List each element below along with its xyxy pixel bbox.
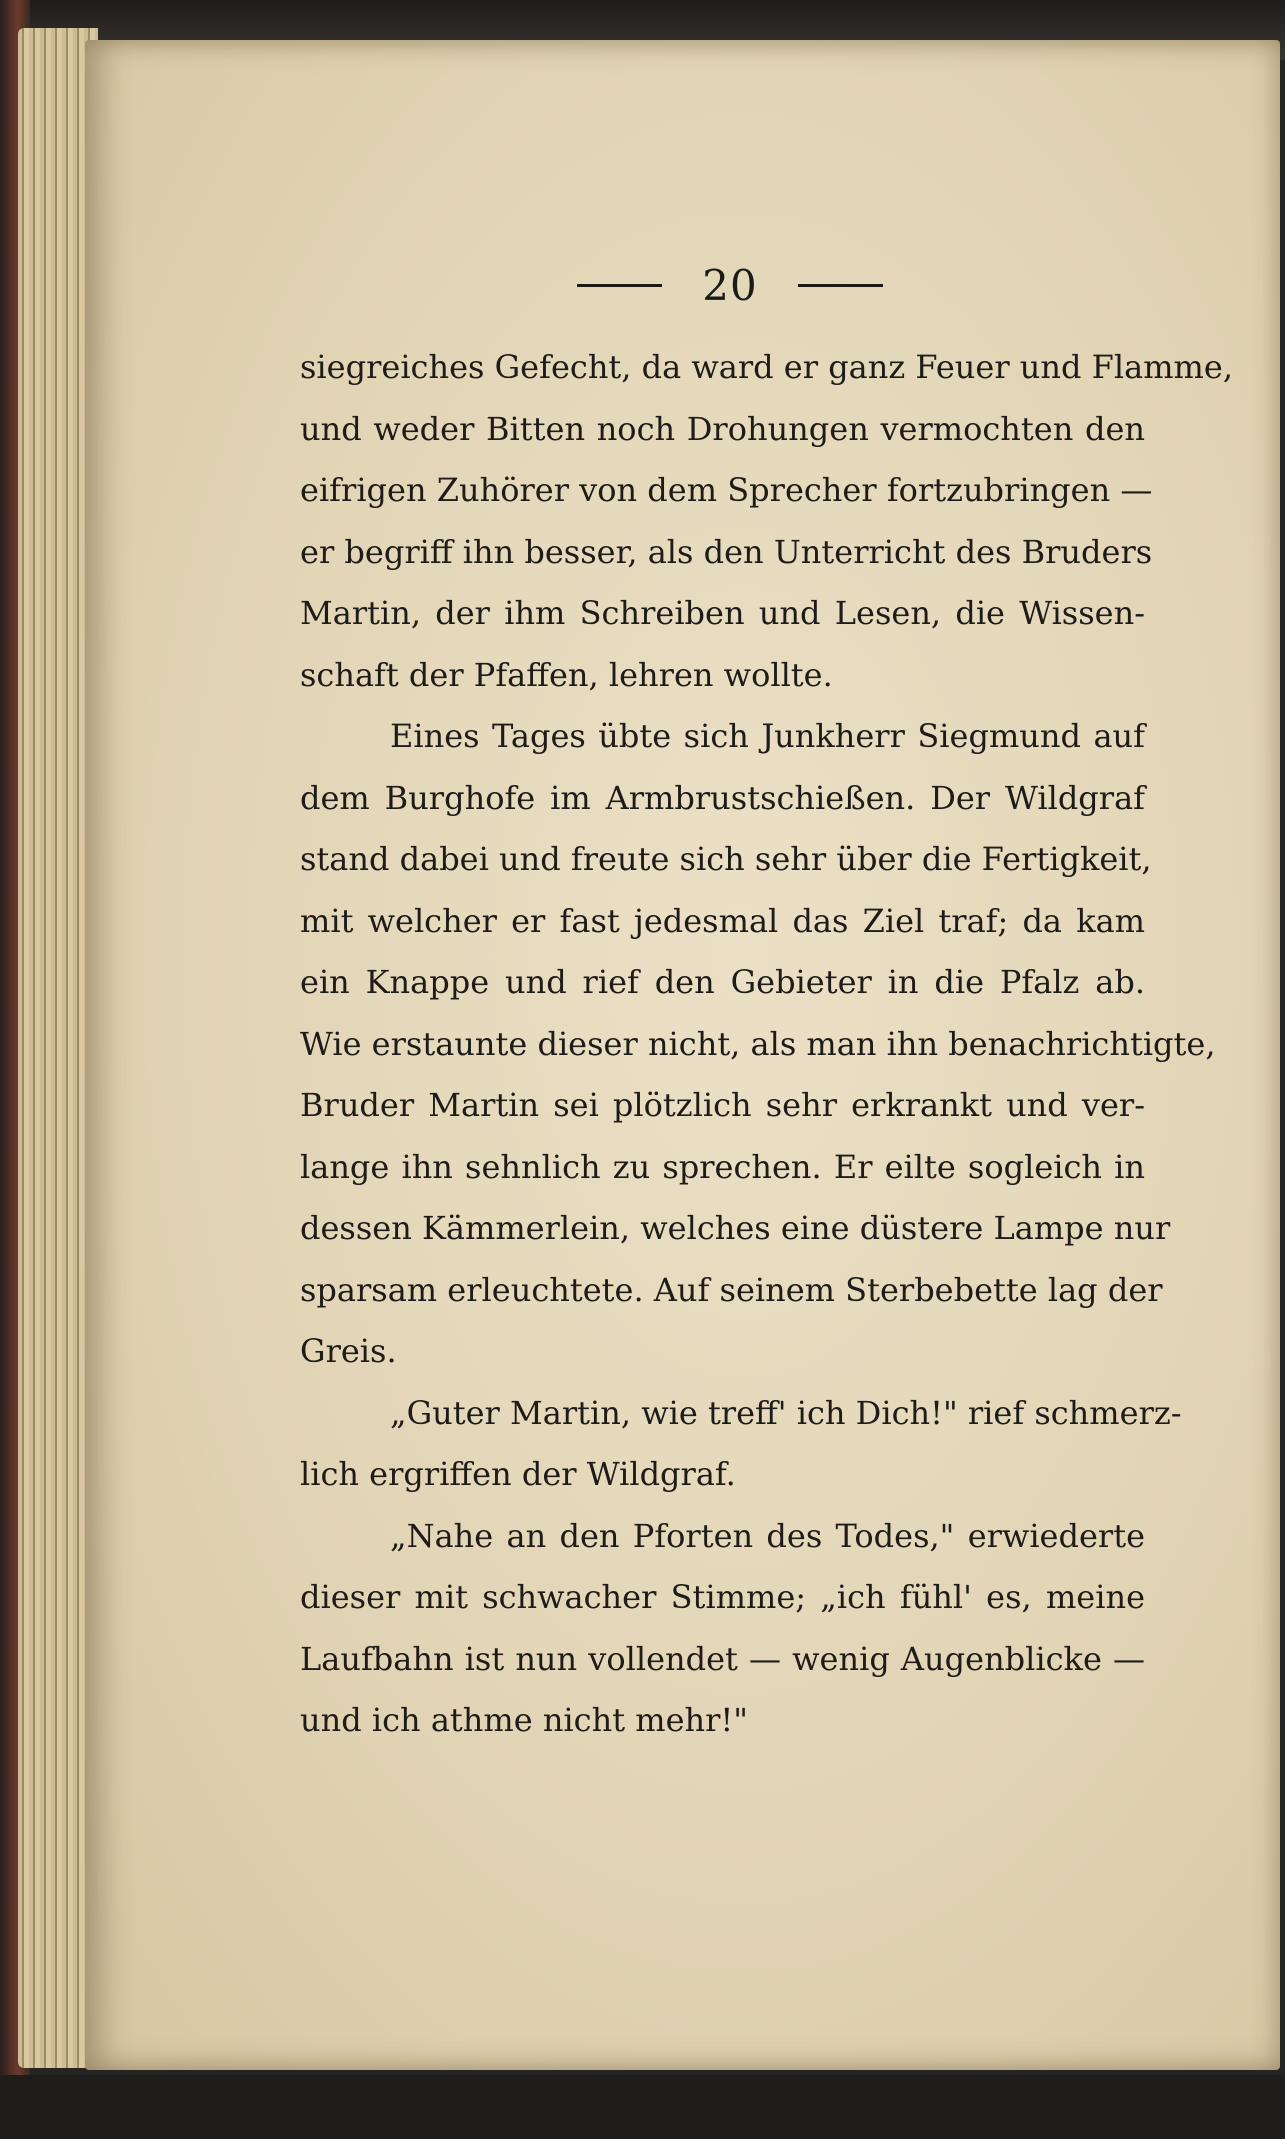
text-line: lange ihn sehnlich zu sprechen. Er eilte sogleich in [300, 1147, 1145, 1186]
text-line: Wie erstaunte dieser nicht, als man ihn benachrichtigte, [300, 1024, 1216, 1063]
text-line: dieser mit schwacher Stimme; „ich fühl' es, meine [300, 1578, 1145, 1616]
text-line: eifrigen Zuhörer von dem Sprecher fortzubringen — [300, 471, 1153, 509]
page-number: 20 [702, 260, 758, 310]
header-rule-left [577, 284, 662, 287]
text-line: Bruder Martin sei plötzlich sehr erkrankt und ver- [300, 1086, 1145, 1124]
text-line: sparsam erleuchtete. Auf seinem Sterbebette lag der [300, 1270, 1163, 1309]
header-rule-right [798, 284, 883, 287]
text-line: Eines Tages übte sich Junkherr Siegmund auf [390, 717, 1145, 755]
text-line: dem Burghofe im Armbrustschießen. Der Wildgraf [300, 778, 1145, 817]
text-line: siegreiches Gefecht, da ward er ganz Feuer und Flamme, [300, 348, 1233, 386]
text-line: ein Knappe und rief den Gebieter in die Pfalz ab. [300, 963, 1145, 1001]
text-line: lich ergriffen der Wildgraf. [300, 1455, 736, 1493]
text-line: und ich athme nicht mehr!" [300, 1701, 748, 1739]
book-bottom-edge [0, 2075, 1285, 2139]
text-line: er begriff ihn besser, als den Unterricht des Bruders [300, 532, 1153, 571]
text-line: mit welcher er fast jedesmal das Ziel traf; da kam [300, 901, 1145, 940]
page-header [560, 255, 900, 315]
text-line: „Nahe an den Pforten des Todes," erwiederte [390, 1516, 1145, 1555]
text-line: und weder Bitten noch Drohungen vermochten den [300, 409, 1145, 448]
text-line: stand dabei und freute sich sehr über die Fertigkeit, [300, 840, 1152, 878]
text-line: Martin, der ihm Schreiben und Lesen, die Wissen- [300, 594, 1145, 632]
text-line: dessen Kämmerlein, welches eine düstere Lampe nur [300, 1209, 1171, 1247]
body-text [300, 337, 1233, 1752]
text-line: Laufbahn ist nun vollendet — wenig Augenblicke — [300, 1639, 1145, 1678]
text-line: Greis. [300, 1332, 397, 1370]
text-line: „Guter Martin, wie treff' ich Dich!" rief schmerz- [390, 1393, 1182, 1432]
text-line: schaft der Pfaffen, lehren wollte. [300, 655, 833, 694]
